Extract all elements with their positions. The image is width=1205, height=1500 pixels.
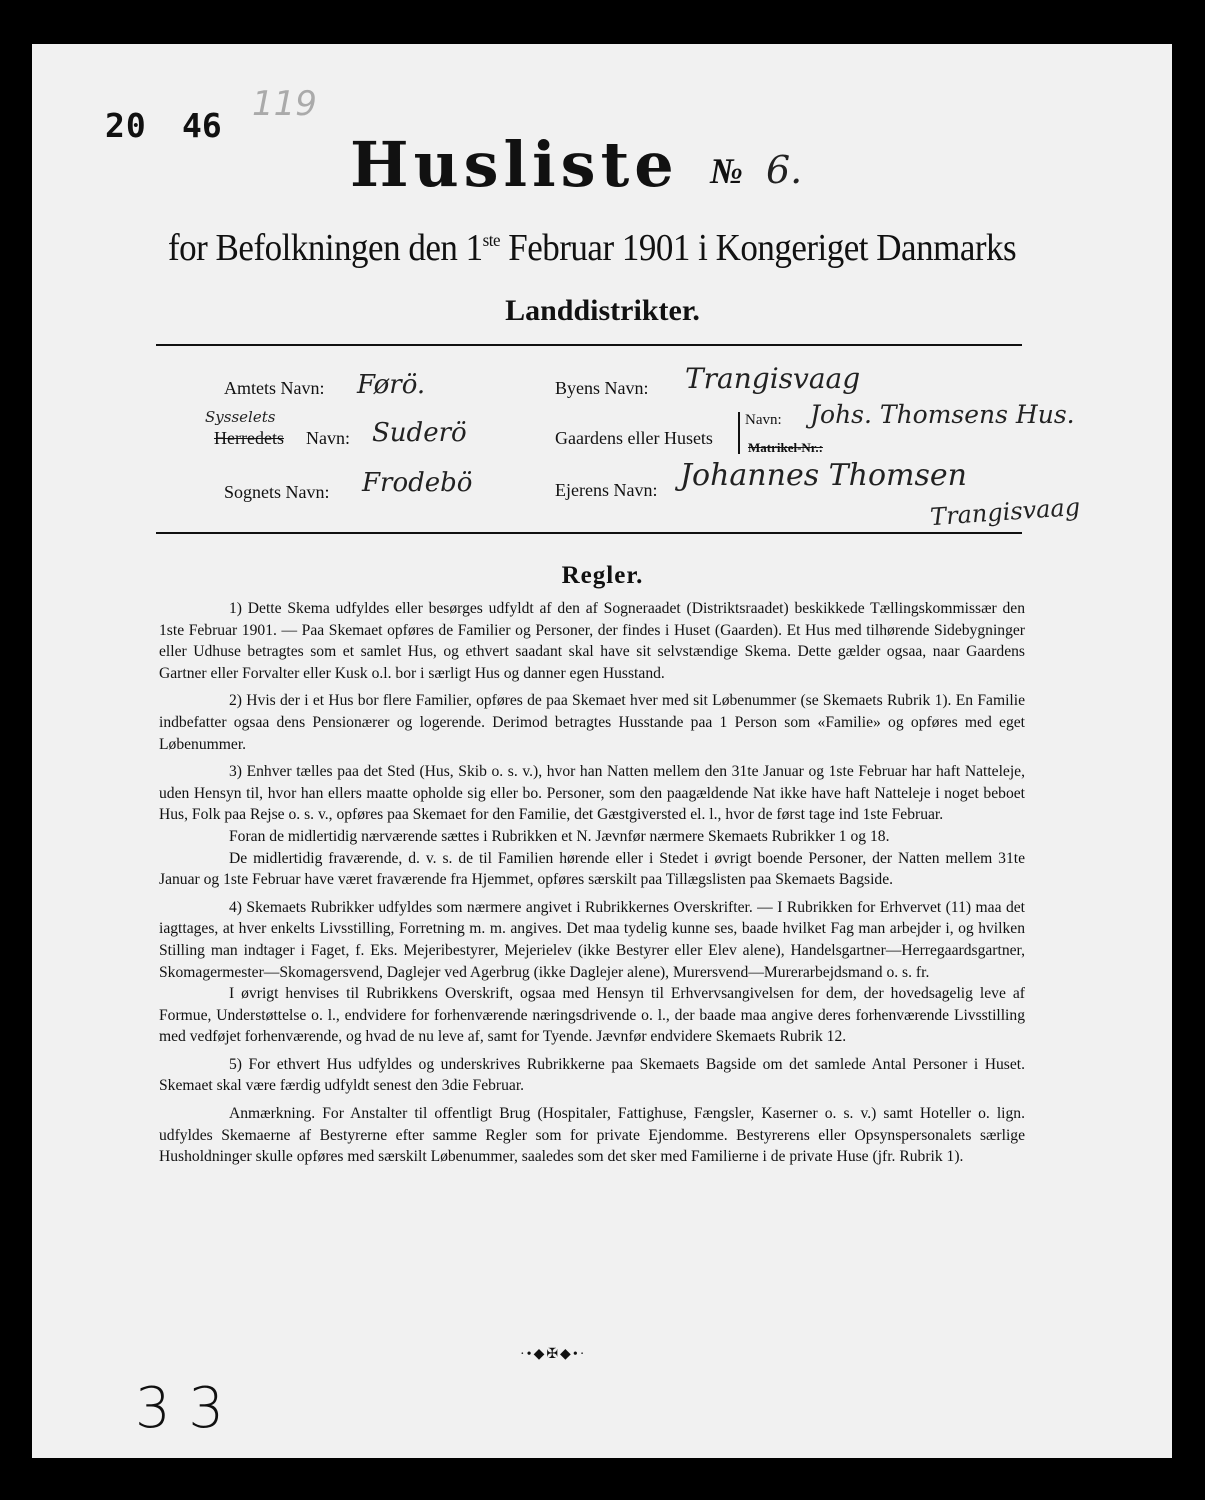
herred-label-crossed: Herredets	[214, 428, 284, 448]
ejer-value-location: Trangisvaag	[929, 492, 1081, 532]
herred-label: Navn:	[306, 428, 350, 448]
rules-heading: Regler.	[561, 562, 644, 589]
rule-4: 4) Skemaets Rubrikker udfyldes som nærmere angivet i Rubrikkernes Overskrifter. — I Rubrikken for Erhvervet (11) maa det iagttages, at hver enkelts Livsstilling, Forretning m. m. angives. Det maa tydelig kunne ses, baade hvilket Fag man arbejder i, og hvilken Stilling man indtager i Faget, f. Eks. Mejeribestyrer, Mejerielev (ikke Bestyrer eller Elev alene), Handelsgartner—Herregaardsgartner, Skomagermester—Skomagersvend, Daglejer ved Agerbrug (ikke Daglejer alene), Murersvend—Murerarbejdsmand o. s. fr.	[159, 898, 1025, 981]
form-title: Husliste	[350, 128, 679, 201]
rule-1: 1) Dette Skema udfyldes eller besørges udfyldt af den af Sogneraadet (Distriktsraadet) beskikkede Tællingskommissær den 1ste Februar 1901. — Paa Skemaet opføres de Familier og Personer, der findes i Huset (Gaarden). Et Hus med tilhørende Sidebygninger eller Udhuse betragtes som et samlet Hus, og ethvert saadant skal have sit selvstændige Skema. Dette gælder ogsaa, naar Gaardens Gartner eller Forvalter eller Kusk o.l. bor i særligt Hus og danner egen Husstand.	[159, 600, 1025, 682]
rule-5: 5) For ethvert Hus udfyldes og underskrives Rubrikkerne paa Skemaets Bagside om det samlede Antal Personer i Huset. Skemaet skal være færdig udfyldt senest den 3die Februar.	[159, 1055, 1025, 1095]
sogn-value: Frodebö	[362, 468, 473, 498]
rule-4-note: I øvrigt henvises til Rubrikkens Overskrift, ogsaa med Hensyn til Erhvervsangivelsen for dem, der hovedsagelig leve af Formue, Understøttelse o. l., endvidere for forhenværende næringsdrivende o. l., der baade maa angive deres forhenværende Livsstilling med vedføjet forhenværende, og hvad de nu leve af, samt for Tyende. Jævnfør endvidere Skemaets Rubrik 12.	[159, 985, 1025, 1046]
top-divider	[156, 344, 1022, 346]
subtitle-sup: ste	[482, 230, 501, 251]
matrikel-label: Matrikel-Nr.:	[748, 440, 823, 455]
subtitle-post: Februar 1901 i Kongeriget Danmarks	[500, 226, 1017, 269]
bottom-divider	[156, 532, 1022, 534]
rule-3-note-absent: De midlertidig fraværende, d. v. s. de til Familien hørende eller i Stedet i øvrigt boende Personer, der Natten mellem 31te Januar og 1ste Februar have været fraværende fra Hjemmet, opføres særskilt paa Tillægslisten paa Skemaets Bagside.	[159, 849, 1025, 889]
household-number: 6.	[766, 148, 803, 192]
sogn-label: Sognets Navn:	[224, 482, 330, 502]
ejer-value: Johannes Thomsen	[680, 458, 967, 493]
herred-value: Suderö	[372, 418, 467, 448]
form-subtitle	[168, 226, 1018, 269]
archive-stamp-number: 20	[105, 106, 147, 145]
archive-stamp-number-2: 46	[182, 106, 222, 145]
rule-3-note-present: Foran de midlertidig nærværende sættes i Rubrikken et N. Jævnfør nærmere Skemaets Rubrikker 1 og 18.	[229, 827, 890, 845]
navn-value: Johs. Thomsens Hus.	[810, 400, 1075, 429]
navn-label: Navn:	[745, 412, 782, 428]
subtitle-pre: for Befolkningen den 1	[168, 226, 483, 269]
by-value: Trangisvaag	[685, 362, 861, 395]
handwritten-bottom-mark: 3 3	[135, 1376, 225, 1441]
annotation-note: Anmærkning. For Anstalter til offentligt Brug (Hospitaler, Fattighuse, Fængsler, Kaserner o. s. v.) samt Hoteller o. lign. udfyldes Skemaerne af Bestyrerne efter samme Regler som for private Ejendomme. Bestyrerens eller Opsynspersonalets særlige Husholdninger skulle opføres med særskilt Løbenummer, saaledes som det sker med Familierne i de private Huse (jfr. Rubrik 1).	[159, 1105, 1025, 1166]
by-label: Byens Navn:	[555, 378, 649, 398]
rule-3: 3) Enhver tælles paa det Sted (Hus, Skib o. s. v.), hvor han Natten mellem den 31te Januar og 1ste Februar har haft Natteleje, uden Hensyn til, hvor han ellers maatte opholde sig eller bo. Personer, som den paagældende Nat ikke have haft Natteleje i noget beboet Hus, Folk paa Rejse o. s. v., opføres paa Skemaet for den Familie, det Gæstgiversted el. l., hvor de først tage ind 1ste Februar.	[159, 763, 1025, 824]
amt-value: Førö.	[357, 370, 426, 400]
number-sign: №	[710, 151, 743, 191]
rule-2: 2) Hvis der i et Hus bor flere Familier, opføres de paa Skemaet hver med sit Løbenummer (se Skemaets Rubrik 1). En Familie indbefatter ogsaa dens Pensionærer og logerende. Derimod betragtes Husstande paa 1 Person som «Familie» og opføres med eget Løbenummer.	[159, 692, 1025, 753]
pencil-folio-number: 119	[252, 84, 317, 124]
amt-label: Amtets Navn:	[224, 378, 325, 398]
herred-label-handwritten: Sysselets	[205, 408, 276, 426]
rules-text	[159, 598, 1025, 1174]
district-type: Landdistrikter.	[505, 294, 700, 327]
bracket-line	[738, 412, 740, 454]
ornament-divider: ·•◆✠◆•·	[520, 1347, 587, 1362]
gaard-label: Gaardens eller Husets	[555, 428, 713, 448]
ejer-label: Ejerens Navn:	[555, 480, 658, 500]
